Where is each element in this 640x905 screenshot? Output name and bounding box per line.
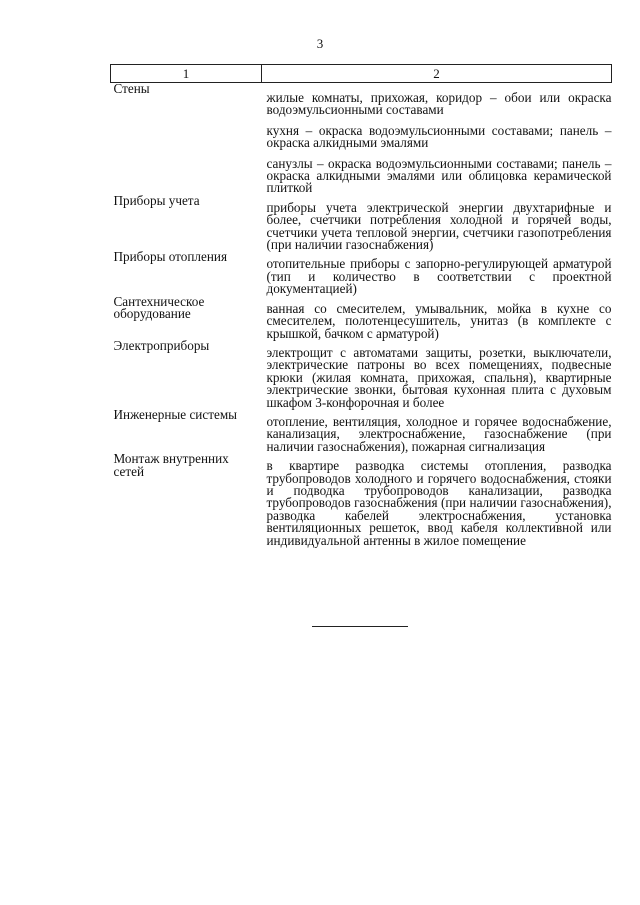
row-name: Приборы учета: [113, 192, 200, 208]
description-paragraph: санузлы – окраска водоэмульсионными составами; панель – окраска алкидными эмалями или облицовка керамической плиткой: [266, 155, 612, 196]
row-description: [262, 409, 612, 453]
table-header-row: [111, 65, 612, 83]
table-row: [111, 296, 612, 340]
description-paragraph: жилые комнаты, прихожая, коридор – обои или окраска водоэмульсионными составами: [266, 90, 612, 118]
table-row: [111, 195, 612, 252]
row-name: Приборы отопления: [113, 249, 228, 265]
footer-divider: [312, 626, 408, 627]
description-paragraph: ванная со смесителем, умывальник, мойка в кухне со смесителем, полотенцесушитель, унитаз (в комплекте с крышкой, бачком с арматурой): [266, 300, 612, 341]
table-row: [111, 340, 612, 409]
description-paragraph: кухня – окраска водоэмульсионными составами; панель – окраска алкидными эмалями: [266, 122, 612, 151]
page-number: 3: [316, 36, 324, 51]
row-description: [262, 340, 612, 409]
description-paragraph: приборы учета электрической энергии двухтарифные и более, счетчики потребления холодной и горячей воды, счетчики учета тепловой энергии, счетчики газопотребления (при наличии газоснабжения): [266, 199, 612, 253]
row-description: [262, 296, 612, 340]
column-header-2: 2: [262, 65, 612, 83]
row-description: [262, 251, 612, 295]
row-name: Сантехническое оборудование: [113, 293, 205, 322]
row-description: [262, 195, 612, 252]
row-name: Монтаж внутренних сетей: [113, 451, 229, 479]
table-row: [111, 251, 612, 295]
description-paragraph: в квартире разводка системы отопления, разводка трубопроводов холодного и горячего водоснабжения, стояки и подводка трубопроводов канализации, разводка трубопроводов газоснабжения (при наличии газоснабжения), разводка кабелей электроснабжения, установка вентиляционных решеток, ввод кабеля коллективной или индивидуальной антенны в жилое помещение: [266, 458, 612, 548]
table-header: [111, 65, 612, 83]
row-name: Инженерные системы: [113, 406, 238, 422]
column-header-1: 1: [111, 65, 262, 83]
table-body: [111, 83, 612, 548]
description-paragraph: отопление, вентиляция, холодное и горячее водоснабжение, канализация, электроснабжение, газоснабжение (при наличии газоснабжения), пожарная сигнализация: [266, 413, 612, 454]
table-row: [111, 453, 612, 547]
row-description: [262, 83, 612, 195]
table-row: [111, 409, 612, 453]
table-row: [111, 83, 612, 195]
row-name: Электроприборы: [113, 337, 210, 353]
description-paragraph: электрощит с автоматами защиты, розетки, выключатели, электрические патроны во всех помещениях, подвесные крюки (жилая комната, прихожая, спальня), квартирные электрические звонки, бытовая кухонная плита с духовым шкафом 3-конфорочная и более: [266, 344, 612, 410]
row-description: [262, 453, 612, 547]
row-name: Стены: [113, 81, 150, 96]
specification-table: [110, 64, 612, 547]
description-paragraph: отопительные приборы с запорно-регулирующей арматурой (тип и количество в соответствии с проектной документацией): [266, 256, 612, 297]
